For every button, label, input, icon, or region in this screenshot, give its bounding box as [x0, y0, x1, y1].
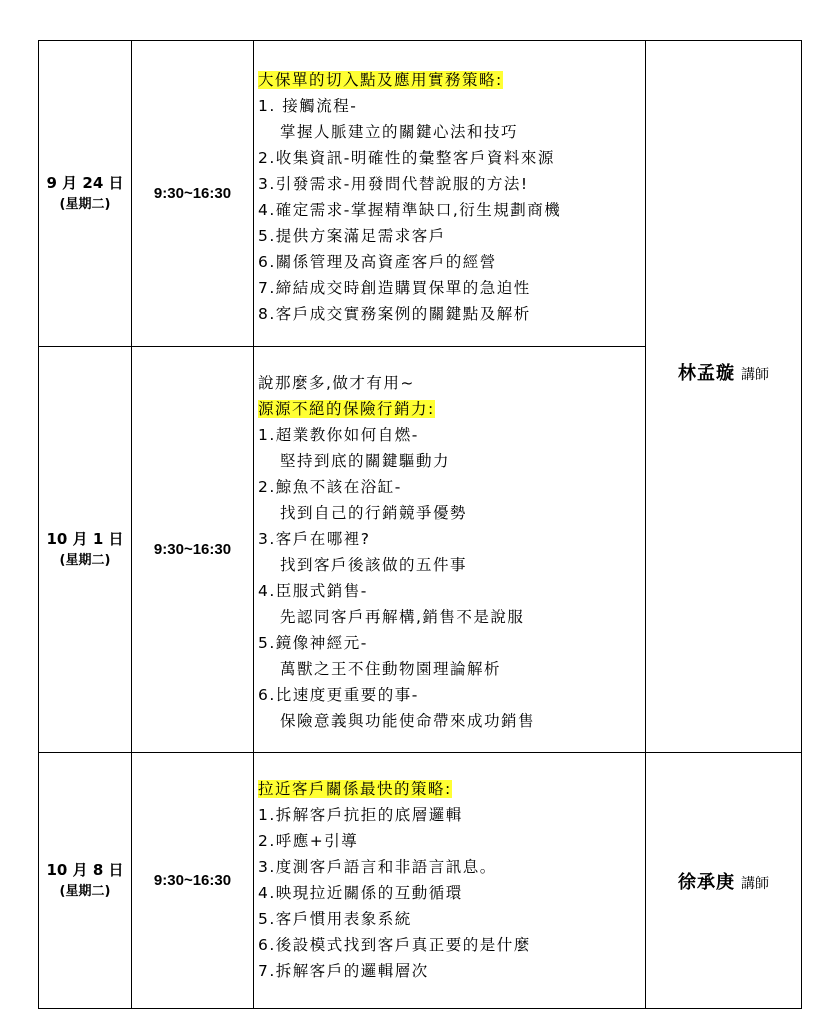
content-line: 1. 接觸流程-	[258, 96, 358, 115]
date-cell	[39, 41, 132, 347]
content-line: 3.客戶在哪裡?	[258, 529, 371, 548]
course-intro: 說那麼多,做才有用~	[258, 373, 415, 392]
teacher-name: 徐承庚	[678, 871, 735, 893]
content-line: 2.收集資訊-明確性的彙整客戶資料來源	[258, 148, 555, 167]
session-date: 9 月 24 日	[46, 173, 124, 192]
session-time: 9:30~16:30	[132, 347, 254, 753]
session-date: 10 月 8 日	[46, 860, 124, 879]
teacher-name: 林孟璇	[678, 363, 735, 384]
content-line: 6.後設模式找到客戶真正要的是什麼	[258, 935, 531, 954]
content-line: 先認同客戶再解構,銷售不是說服	[280, 607, 525, 626]
content-line: 萬獸之王不住動物園理論解析	[280, 659, 502, 678]
content-line: 找到客戶後該做的五件事	[280, 555, 468, 574]
content-line: 4.確定需求-掌握精準缺口,衍生規劃商機	[258, 200, 562, 219]
content-line: 4.映現拉近關係的互動循環	[258, 883, 463, 902]
session-weekday: (星期二)	[59, 883, 111, 899]
content-line: 2.鯨魚不該在浴缸-	[258, 477, 402, 496]
content-line: 4.臣服式銷售-	[258, 581, 368, 600]
session-weekday: (星期二)	[59, 552, 111, 568]
content-line: 1.超業教你如何自燃-	[258, 425, 419, 444]
course-heading: 拉近客戶關係最快的策略:	[258, 779, 452, 798]
content-line: 2.呼應+引導	[258, 831, 359, 850]
content-line: 1.拆解客戶抗拒的底層邏輯	[258, 805, 463, 824]
content-line: 3.度測客戶語言和非語言訊息。	[258, 857, 497, 876]
session-time: 9:30~16:30	[132, 41, 254, 347]
teacher-cell	[646, 41, 802, 753]
course-content	[254, 41, 646, 347]
content-line: 5.提供方案滿足需求客戶	[258, 226, 446, 245]
content-line: 6.比速度更重要的事-	[258, 685, 419, 704]
content-line: 找到自己的行銷競爭優勢	[280, 503, 468, 522]
course-heading: 源源不絕的保險行銷力:	[258, 399, 435, 418]
teacher-cell	[646, 753, 802, 1009]
table-row	[39, 753, 802, 1009]
date-cell	[39, 347, 132, 753]
session-date: 10 月 1 日	[46, 529, 124, 548]
table-row	[39, 41, 802, 347]
content-line: 5.鏡像神經元-	[258, 633, 368, 652]
course-heading: 大保單的切入點及應用實務策略:	[258, 70, 503, 89]
content-line: 3.引發需求-用發問代替說服的方法!	[258, 174, 529, 193]
content-line: 5.客戶慣用表象系統	[258, 909, 412, 928]
content-line: 7.締結成交時創造購買保單的急迫性	[258, 278, 531, 297]
content-line: 保險意義與功能使命帶來成功銷售	[280, 711, 536, 730]
session-time: 9:30~16:30	[132, 753, 254, 1009]
session-weekday: (星期二)	[59, 196, 111, 212]
content-line: 堅持到底的關鍵驅動力	[280, 451, 451, 470]
date-cell	[39, 753, 132, 1009]
teacher-title: 講師	[741, 367, 769, 383]
teacher-title: 講師	[741, 875, 769, 892]
course-content	[254, 347, 646, 753]
course-content	[254, 753, 646, 1009]
content-line: 6.關係管理及高資產客戶的經營	[258, 252, 497, 271]
content-line: 7.拆解客戶的邏輯層次	[258, 961, 429, 980]
schedule-table	[38, 40, 802, 1009]
content-line: 8.客戶成交實務案例的關鍵點及解析	[258, 304, 531, 323]
content-line: 掌握人脈建立的關鍵心法和技巧	[280, 122, 519, 141]
